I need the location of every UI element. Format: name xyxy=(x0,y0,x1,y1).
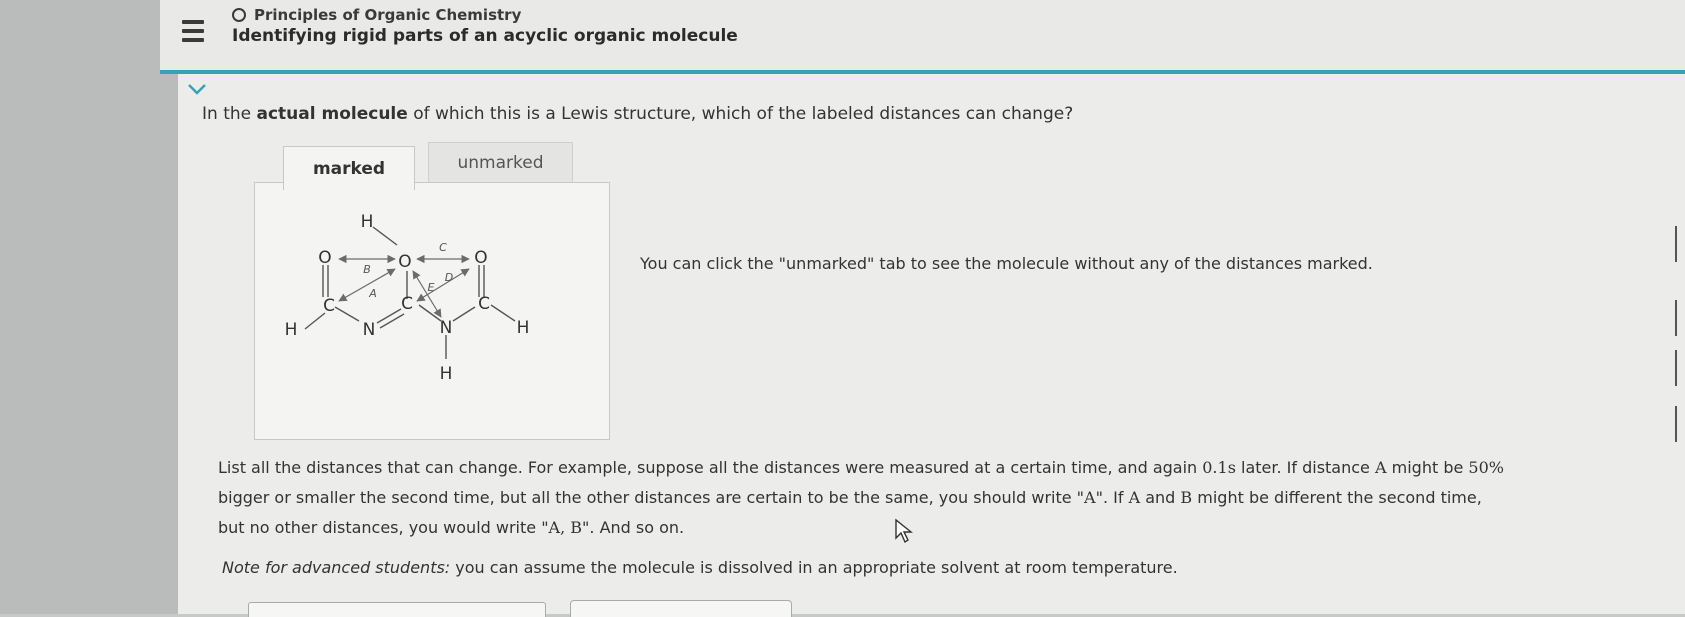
edge-bracket xyxy=(1675,226,1685,262)
atom-label: H xyxy=(516,318,530,338)
note-text: you can assume the molecule is dissolved in an appropriate solvent at room temperature. xyxy=(450,558,1178,577)
instructions-line-2 xyxy=(218,488,1482,507)
text: might be different the second time, xyxy=(1192,488,1482,507)
bonds xyxy=(305,227,515,359)
question-prefix: In the xyxy=(202,104,257,124)
bond xyxy=(419,305,441,321)
distance-var: A xyxy=(1128,488,1141,507)
time-value: 0.1 xyxy=(1202,458,1228,477)
percent-value: 50% xyxy=(1468,458,1504,477)
text: but no other distances, you would write " xyxy=(218,518,549,537)
menu-icon-line xyxy=(182,29,204,33)
atom-label: O xyxy=(474,248,488,268)
menu-icon-line xyxy=(182,38,204,42)
distance-var: A xyxy=(1374,458,1387,477)
question-bold: actual molecule xyxy=(256,104,408,124)
atom-label: C xyxy=(478,294,490,314)
text: List all the distances that can change. For example, suppose all the distances were measured at a certain time, and again xyxy=(218,458,1203,477)
tab-unmarked[interactable]: unmarked xyxy=(428,142,573,184)
time-unit: s xyxy=(1227,458,1236,477)
atom-label: C xyxy=(401,294,413,314)
left-margin xyxy=(0,0,178,614)
molecule-panel xyxy=(254,182,610,440)
course-title: Principles of Organic Chemistry xyxy=(254,6,522,24)
distance-label-e: E xyxy=(427,281,435,294)
atom-label: C xyxy=(323,296,335,316)
text: might be xyxy=(1386,458,1469,477)
bond xyxy=(380,314,404,328)
chevron-down-icon[interactable] xyxy=(186,80,208,98)
molecule-diagram xyxy=(255,183,611,441)
question-text xyxy=(202,104,1073,124)
text: and xyxy=(1140,488,1181,507)
atom-label: N xyxy=(439,318,453,338)
page-title: Identifying rigid parts of an acyclic organic molecule xyxy=(232,26,738,46)
bond xyxy=(377,309,401,323)
distance-label-b: B xyxy=(363,263,371,276)
instructions-line-1 xyxy=(218,458,1504,477)
question-suffix: of which this is a Lewis structure, which of the labeled distances can change? xyxy=(407,104,1074,124)
bond xyxy=(335,307,359,321)
instructions-line-3 xyxy=(218,518,684,537)
mouse-pointer-icon xyxy=(894,518,914,544)
hint-text: You can click the "unmarked" tab to see the molecule without any of the distances marked. xyxy=(640,254,1373,273)
atom-label: O xyxy=(318,248,332,268)
example-answer: A, B xyxy=(548,518,583,537)
tab-marked[interactable]: marked xyxy=(283,146,415,190)
edge-bracket xyxy=(1675,350,1685,386)
edge-bracket xyxy=(1675,406,1685,442)
text: bigger or smaller the second time, but all the other distances are certain to be the same, you should write " xyxy=(218,488,1085,507)
note-label: Note for advanced students: xyxy=(222,558,451,577)
answer-button[interactable] xyxy=(570,600,792,617)
course-breadcrumb xyxy=(232,6,521,24)
edge-bracket xyxy=(1675,300,1685,336)
text: ". And so on. xyxy=(582,518,685,537)
distance-var: B xyxy=(1180,488,1193,507)
answer-input[interactable] xyxy=(248,602,546,617)
example-answer: A xyxy=(1084,488,1096,507)
distance-label-c: C xyxy=(439,241,447,254)
atom-label: N xyxy=(362,320,376,340)
text: later. If distance xyxy=(1235,458,1375,477)
atoms xyxy=(285,212,530,384)
distance-label-a: A xyxy=(369,287,377,300)
bond xyxy=(373,227,397,245)
atom-label: H xyxy=(439,364,453,384)
bond xyxy=(453,307,475,321)
menu-button[interactable] xyxy=(178,14,208,48)
atom-label: H xyxy=(360,212,374,232)
advanced-note xyxy=(222,558,1178,577)
bond xyxy=(305,313,325,329)
distance-label-d: D xyxy=(444,271,454,284)
menu-icon-line xyxy=(182,20,204,24)
bond xyxy=(491,305,515,321)
circle-icon xyxy=(232,8,246,22)
atom-label: O xyxy=(398,252,412,272)
atom-label: H xyxy=(284,320,298,340)
text: ". If xyxy=(1095,488,1129,507)
distance-arrow-d xyxy=(417,269,469,301)
